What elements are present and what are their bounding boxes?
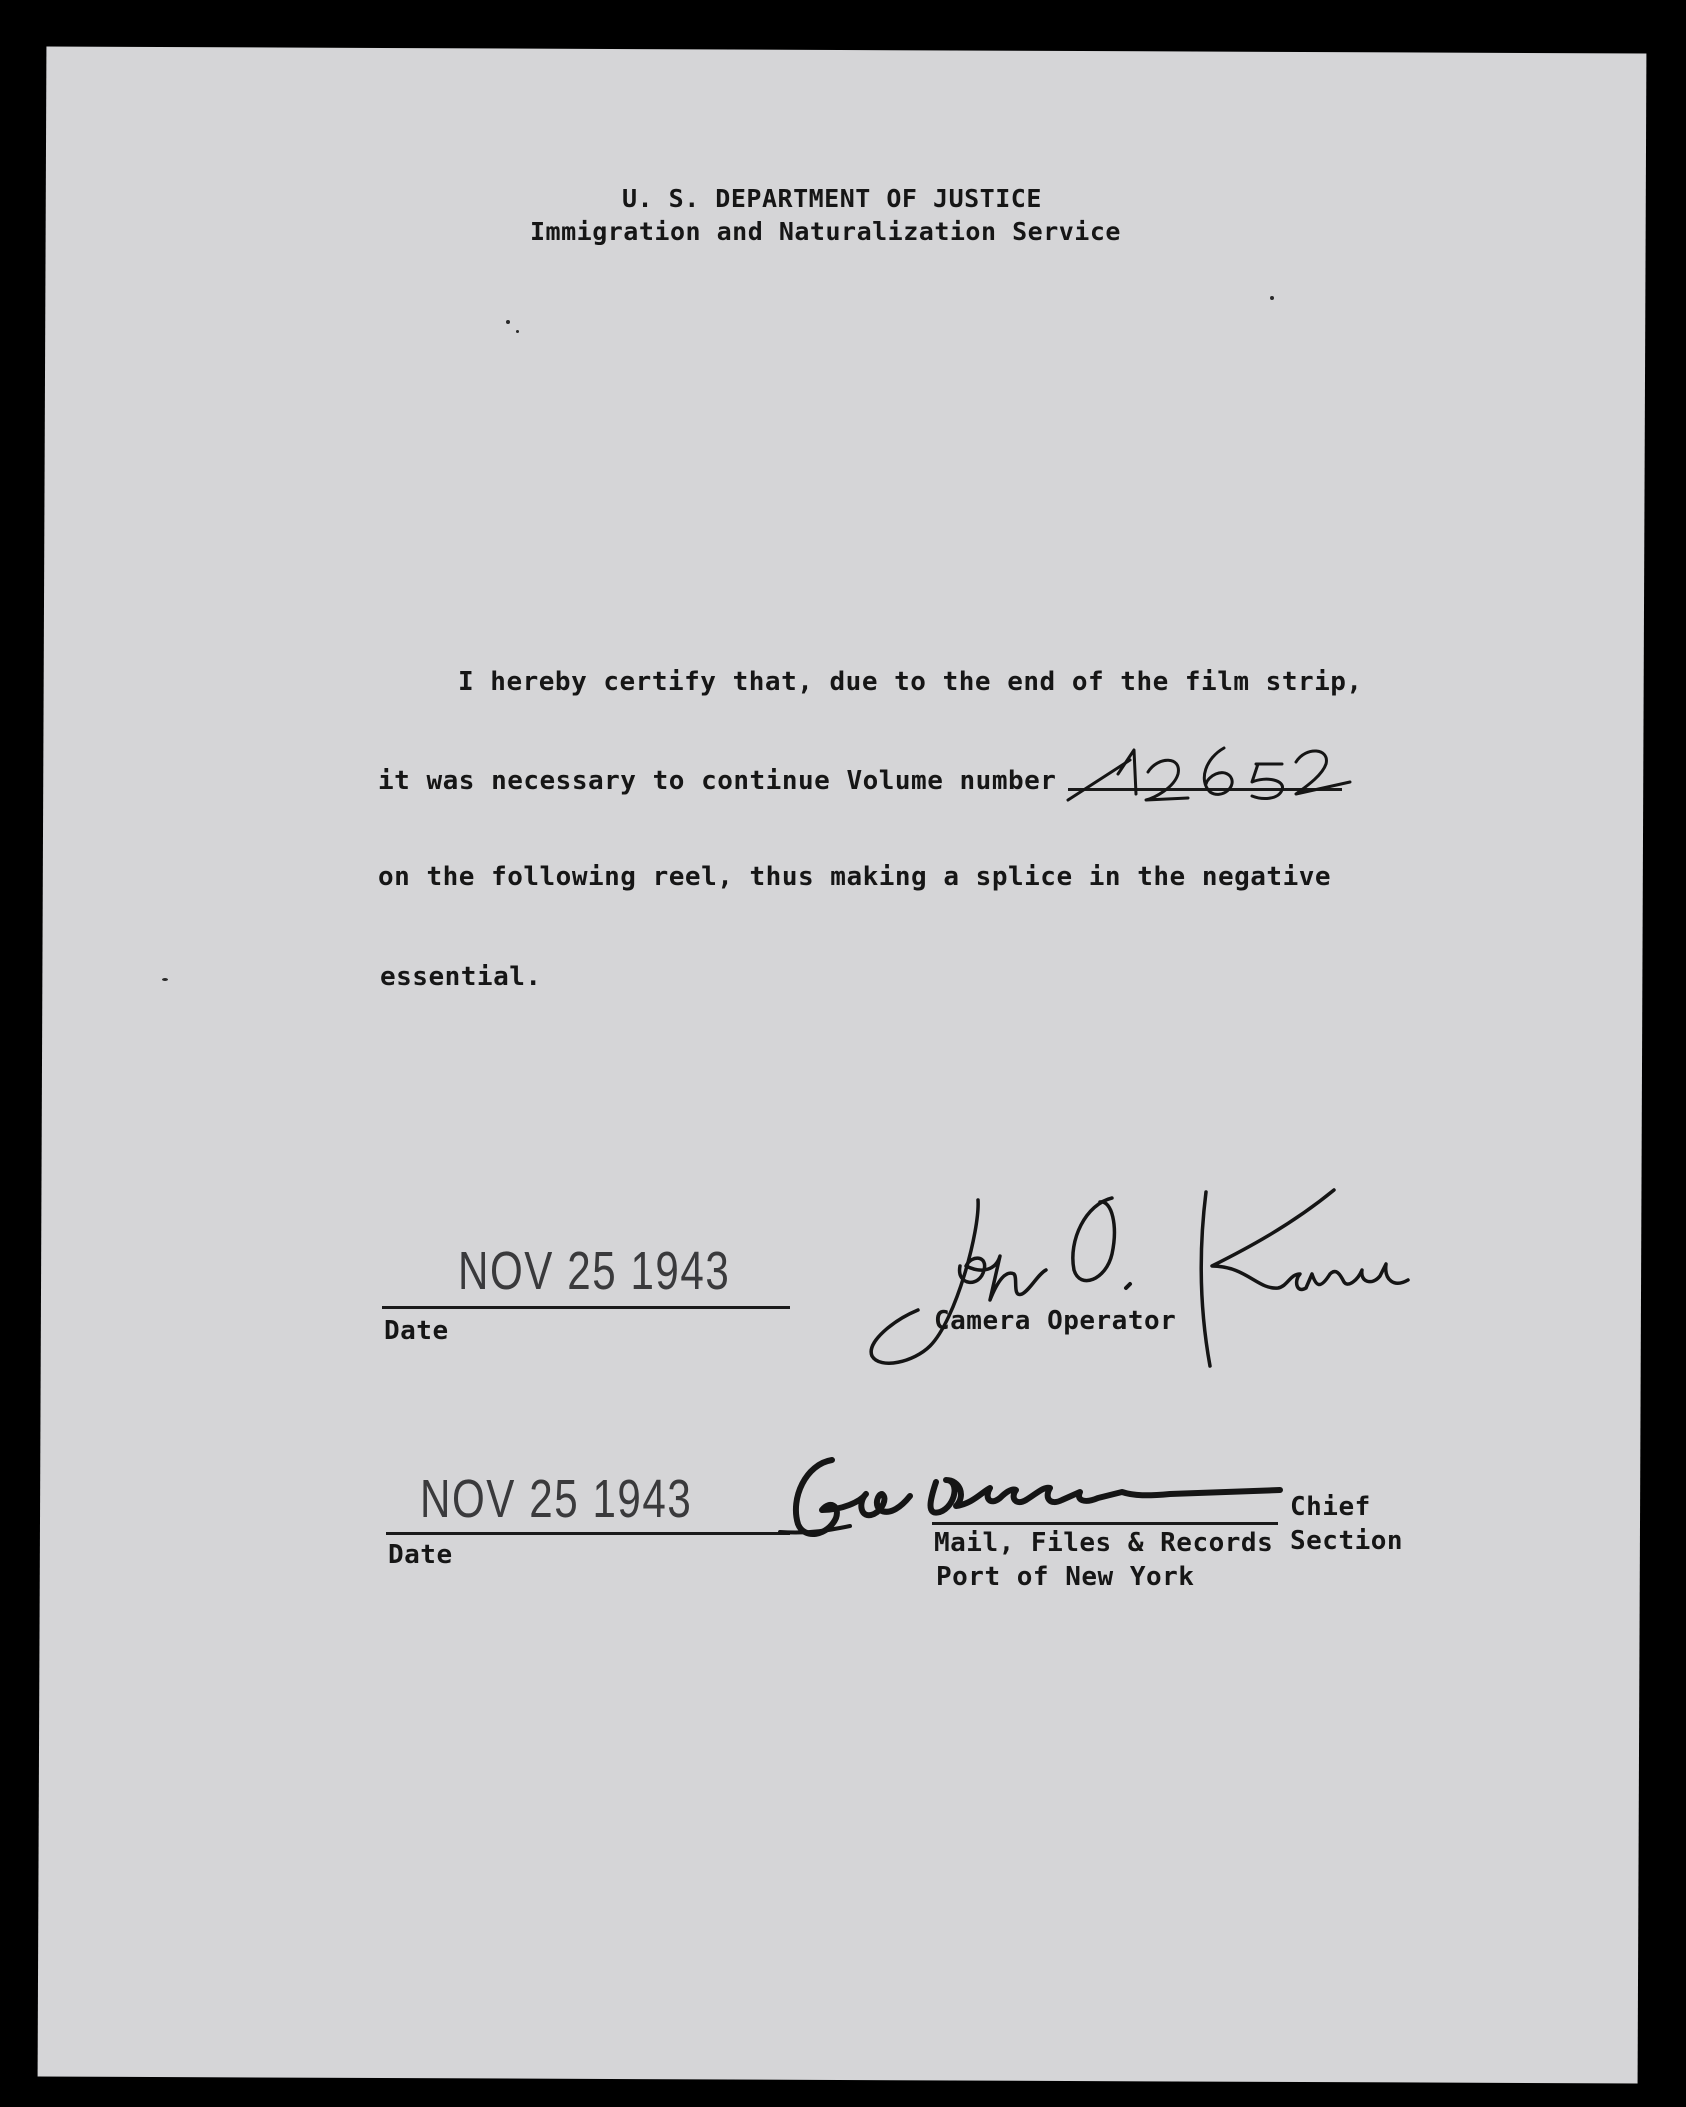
service-title: Immigration and Naturalization Service <box>530 217 1121 246</box>
section-chief-title-chief: Chief <box>1290 1492 1371 1522</box>
date-label-1: Date <box>384 1316 449 1346</box>
date-line-1 <box>382 1306 790 1309</box>
section-chief-title-line-1: Mail, Files & Records <box>934 1528 1274 1558</box>
signature-line-2 <box>932 1522 1278 1525</box>
date-label-2: Date <box>388 1540 453 1570</box>
camera-operator-signature <box>860 1170 1420 1380</box>
department-title: U. S. DEPARTMENT OF JUSTICE <box>622 184 1042 213</box>
certification-line-2: it was necessary to continue Volume number <box>378 766 1057 796</box>
certification-line-4: essential. <box>380 962 542 992</box>
scan-speck <box>162 978 168 981</box>
certification-line-3: on the following reel, thus making a splice in the negative <box>378 862 1332 892</box>
camera-operator-title: Camera Operator <box>934 1306 1177 1336</box>
certification-line-1: I hereby certify that, due to the end of the film strip, <box>458 667 1363 697</box>
date-stamp-1: NOV 25 1943 <box>458 1241 731 1301</box>
date-stamp-2: NOV 25 1943 <box>420 1469 693 1529</box>
section-chief-title-section: Section <box>1290 1526 1404 1556</box>
scan-speck <box>516 330 519 333</box>
date-line-2 <box>386 1532 790 1535</box>
section-chief-title-line-2: Port of New York <box>936 1562 1195 1592</box>
volume-number-handwriting <box>1060 720 1360 820</box>
scan-speck <box>1270 296 1274 300</box>
scan-speck <box>506 320 510 324</box>
